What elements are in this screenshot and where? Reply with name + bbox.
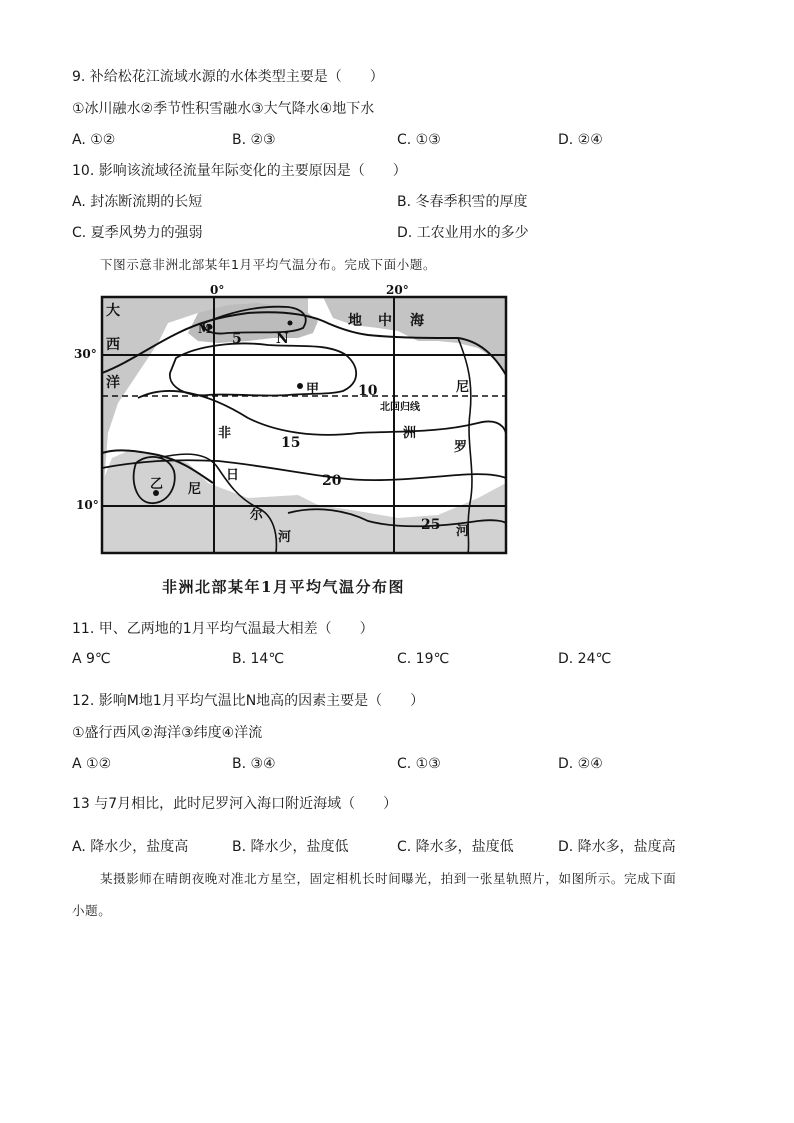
q13-option-d: D. 降水多，盐度高 (558, 839, 676, 855)
q10-option-c: C. 夏季风势力的强弱 (72, 225, 203, 241)
q13-option-b: B. 降水少，盐度低 (232, 839, 349, 855)
q13-option-c: C. 降水多，盐度低 (397, 839, 514, 855)
isotherm-10-label: 10 (358, 383, 378, 399)
niger-label-2: 日 (226, 468, 240, 483)
point-n-label: N (276, 331, 289, 347)
sea-label-2: 中 (378, 313, 392, 329)
nile-label-3: 河 (456, 524, 470, 539)
q11-stem: 11. 甲、乙两地的1月平均气温最大相差（ ） (72, 621, 374, 637)
lat-10-label: 10° (76, 498, 99, 512)
q12-option-c: C. ①③ (397, 756, 441, 772)
q12-option-d: D. ②④ (558, 756, 603, 772)
africa-label-2: 洲 (403, 426, 417, 441)
isotherm-20-label: 20 (322, 473, 342, 489)
q9-option-c: C. ①③ (397, 132, 441, 148)
q13-stem: 13 与7月相比，此时尼罗河入海口附近海域（ ） (72, 796, 398, 812)
q12-items: ①盛行西风②海洋③纬度④洋流 (72, 725, 263, 741)
niger-label-1: 尼 (188, 482, 202, 497)
q11-option-a: A 9℃ (72, 651, 111, 667)
q9-option-b: B. ②③ (232, 132, 276, 148)
point-jia-dot (297, 383, 303, 389)
sea-label-3: 海 (410, 313, 424, 329)
q11-option-c: C. 19℃ (397, 651, 450, 667)
q9-option-d: D. ②④ (558, 132, 603, 148)
q11-option-b: B. 14℃ (232, 651, 285, 667)
q11-option-d: D. 24℃ (558, 651, 612, 667)
q10-option-a: A. 封冻断流期的长短 (72, 194, 203, 210)
africa-label-1: 非 (218, 426, 232, 441)
q12-option-b: B. ③④ (232, 756, 276, 772)
q9-stem: 9. 补给松花江流域水源的水体类型主要是（ ） (72, 69, 384, 85)
q10-option-d: D. 工农业用水的多少 (397, 225, 529, 241)
lon-20-label: 20° (386, 283, 409, 297)
isotherm-25-label: 25 (421, 517, 441, 533)
intro-text-2-line2: 小题。 (72, 903, 112, 918)
q10-stem: 10. 影响该流域径流量年际变化的主要原因是（ ） (72, 163, 407, 179)
sea-label-1: 地 (348, 313, 362, 329)
point-jia-label: 甲 (306, 382, 320, 397)
point-n-dot (288, 321, 293, 326)
intro-text-1: 下图示意非洲北部某年1月平均气温分布。完成下面小题。 (100, 257, 437, 272)
lon-0-label: 0° (210, 283, 225, 297)
nile-label-1: 尼 (456, 380, 470, 395)
point-yi-label: 乙 (150, 477, 164, 492)
point-m-label: M (198, 322, 212, 336)
q12-stem: 12. 影响M地1月平均气温比N地高的因素主要是（ ） (72, 693, 425, 709)
ocean-label-2: 西 (106, 337, 120, 353)
q9-items: ①冰川融水②季节性积雪融水③大气降水④地下水 (72, 101, 375, 117)
q10-option-b: B. 冬春季积雪的厚度 (397, 194, 528, 210)
ocean-label-1: 大 (106, 303, 120, 319)
map-caption: 非洲北部某年1月平均气温分布图 (162, 578, 405, 596)
q9-option-a: A. ①② (72, 132, 116, 148)
lat-30-label: 30° (74, 347, 97, 361)
nile-label-2: 罗 (454, 440, 468, 455)
tropic-label: 北回归线 (380, 402, 420, 413)
q13-option-a: A. 降水少，盐度高 (72, 839, 189, 855)
isotherm-5-label: 5 (232, 331, 242, 347)
temperature-map (74, 283, 510, 573)
isotherm-15-label: 15 (281, 435, 301, 451)
q12-option-a: A ①② (72, 756, 112, 772)
ocean-label-3: 洋 (106, 375, 120, 391)
intro-text-2-line1: 某摄影师在晴朗夜晚对准北方星空，固定相机长时间曝光，拍到一张星轨照片，如图所示。完成下面 (100, 871, 677, 886)
niger-label-4: 河 (278, 530, 292, 545)
niger-label-3: 尔 (250, 508, 264, 523)
